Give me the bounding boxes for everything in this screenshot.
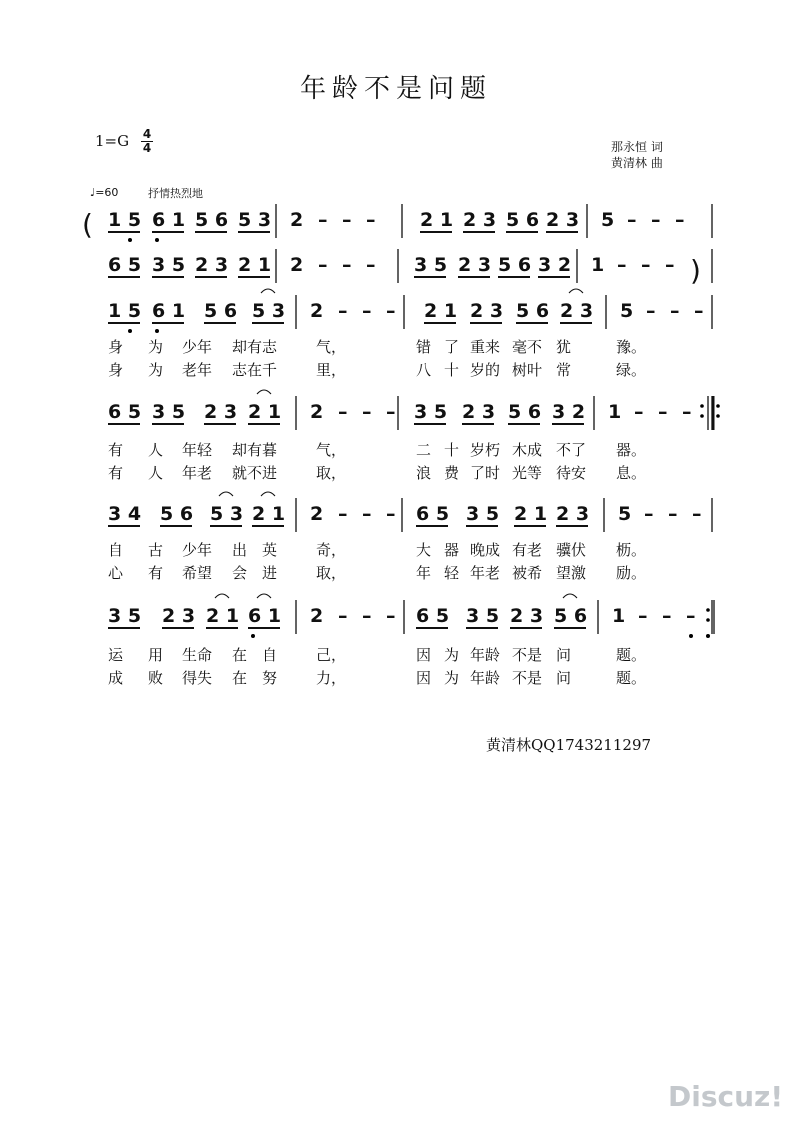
- sustain-dash: –: [362, 401, 372, 423]
- lyric-syllable: 有: [108, 441, 124, 459]
- lyric-syllable: 木成: [512, 441, 543, 459]
- sustain-dash: –: [342, 254, 352, 276]
- lyric-syllable: 绿。: [616, 361, 647, 379]
- note-group: 2 1: [248, 401, 282, 423]
- note-group: 2 3: [462, 401, 496, 423]
- intro-open-paren: (: [82, 208, 93, 241]
- expression-mark: 抒情热烈地: [148, 187, 203, 200]
- note-group: 2 3: [556, 503, 590, 525]
- slur: [563, 594, 577, 598]
- tempo-mark: ♩=60: [90, 186, 119, 199]
- lyric-syllable: 人: [148, 441, 164, 459]
- note-group: 5 6: [508, 401, 542, 423]
- sustain-dash: –: [634, 401, 644, 423]
- lyric-syllable: 被希: [512, 564, 543, 582]
- note-group: 2 3: [546, 209, 580, 231]
- lyric-syllable: 希望: [182, 564, 213, 582]
- slur: [261, 492, 275, 496]
- lyric-syllable: 年龄: [470, 646, 501, 664]
- lyric-syllable: 身: [108, 338, 124, 356]
- lyric-syllable: 待安: [556, 464, 587, 482]
- lyric-syllable: 不是: [512, 646, 543, 664]
- note-group: 5: [618, 503, 632, 525]
- sustain-dash: –: [668, 503, 678, 525]
- lyric-syllable: 少年: [182, 541, 213, 559]
- lyric-syllable: 因: [416, 669, 432, 687]
- lyric-syllable: 败: [148, 669, 164, 687]
- lyric-syllable: 了: [444, 338, 460, 356]
- note-group: 2: [310, 605, 324, 627]
- slur: [569, 289, 583, 293]
- lyric-syllable: 成: [108, 669, 124, 687]
- note-group: 5 6: [160, 503, 194, 525]
- note-group: 1: [608, 401, 622, 423]
- lyric-syllable: 题。: [616, 646, 647, 664]
- lyric-syllable: 问: [556, 646, 572, 664]
- repeat-dot: [706, 608, 710, 612]
- low-octave-dot: [706, 634, 710, 638]
- lyric-syllable: 取，: [316, 564, 347, 582]
- repeat-dot: [716, 404, 720, 408]
- sustain-dash: –: [318, 209, 328, 231]
- sustain-dash: –: [338, 401, 348, 423]
- lyric-syllable: 骥伏: [556, 541, 587, 559]
- note-group: 6 1: [248, 605, 282, 627]
- lyric-syllable: 为: [148, 361, 164, 379]
- note-group: 6 5: [108, 254, 142, 276]
- low-octave-dot: [155, 329, 159, 333]
- sustain-dash: –: [362, 300, 372, 322]
- note-group: 2 3: [510, 605, 544, 627]
- lyric-syllable: 心: [108, 564, 124, 582]
- slur: [257, 390, 271, 394]
- sustain-dash: –: [670, 300, 680, 322]
- lyric-syllable: 努: [262, 669, 278, 687]
- lyric-syllable: 费: [444, 464, 460, 482]
- slur: [215, 594, 229, 598]
- lyric-syllable: 在: [232, 646, 248, 664]
- lyric-syllable: 年龄: [470, 669, 501, 687]
- note-group: 6 1: [152, 300, 186, 322]
- lyric-syllable: 有老: [512, 541, 543, 559]
- note-group: 3 5: [466, 605, 500, 627]
- composer-credit: 黄清林 曲: [611, 156, 663, 170]
- note-group: 6 5: [416, 503, 450, 525]
- lyric-syllable: 岁的: [470, 361, 501, 379]
- lyric-syllable: 树叶: [512, 361, 543, 379]
- lyric-syllable: 有: [148, 564, 164, 582]
- note-group: 2 3: [470, 300, 504, 322]
- lyric-syllable: 奇，: [316, 541, 347, 559]
- note-group: 6 5: [416, 605, 450, 627]
- lyric-syllable: 八: [416, 361, 432, 379]
- lyric-syllable: 为: [444, 669, 460, 687]
- note-group: 5 3: [210, 503, 244, 525]
- note-group: 6 5: [108, 401, 142, 423]
- note-group: 3 2: [538, 254, 572, 276]
- lyric-syllable: 会: [232, 564, 248, 582]
- sustain-dash: –: [658, 401, 668, 423]
- repeat-dot: [706, 618, 710, 622]
- sustain-dash: –: [644, 503, 654, 525]
- sustain-dash: –: [686, 605, 696, 627]
- lyric-syllable: 自: [262, 646, 278, 664]
- lyric-syllable: 晚成: [470, 541, 501, 559]
- lyric-syllable: 轻: [444, 564, 460, 582]
- lyric-syllable: 年老: [182, 464, 213, 482]
- sustain-dash: –: [386, 605, 396, 627]
- lyric-syllable: 问: [556, 669, 572, 687]
- sustain-dash: –: [662, 605, 672, 627]
- lyric-syllable: 重来: [470, 338, 501, 356]
- lyric-syllable: 气，: [316, 441, 347, 459]
- lyric-syllable: 光等: [512, 464, 543, 482]
- lyric-syllable: 常: [556, 361, 572, 379]
- song-title: 年龄不是问题: [299, 74, 492, 104]
- note-group: 1 5: [108, 209, 142, 231]
- note-group: 2 1: [420, 209, 454, 231]
- note-group: 5 3: [252, 300, 286, 322]
- lyric-syllable: 取，: [316, 464, 347, 482]
- intro-close-paren: ): [690, 254, 701, 287]
- lyric-syllable: 得失: [182, 669, 213, 687]
- lyric-syllable: 在: [232, 669, 248, 687]
- sustain-dash: –: [651, 209, 661, 231]
- note-group: 3 5: [414, 254, 448, 276]
- note-group: 5 6: [195, 209, 229, 231]
- note-group: 5 6: [554, 605, 588, 627]
- sustain-dash: –: [617, 254, 627, 276]
- sustain-dash: –: [646, 300, 656, 322]
- sustain-dash: –: [318, 254, 328, 276]
- sustain-dash: –: [386, 300, 396, 322]
- lyric-syllable: 力，: [316, 669, 347, 687]
- lyric-syllable: 老年: [182, 361, 213, 379]
- slur: [257, 594, 271, 598]
- lyric-syllable: 生命: [182, 646, 213, 664]
- sustain-dash: –: [342, 209, 352, 231]
- note-group: 5 6: [506, 209, 540, 231]
- lyric-syllable: 志在: [232, 361, 263, 379]
- slur: [261, 289, 275, 293]
- note-group: 5 3: [238, 209, 272, 231]
- time-signature-top: 4: [142, 127, 152, 141]
- note-group: 6 1: [152, 209, 186, 231]
- sustain-dash: –: [338, 503, 348, 525]
- lyric-syllable: 题。: [616, 669, 647, 687]
- note-group: 5 6: [498, 254, 532, 276]
- lyric-syllable: 不是: [512, 669, 543, 687]
- note-group: 2 1: [424, 300, 458, 322]
- note-group: 2 1: [252, 503, 286, 525]
- note-group: 2 3: [204, 401, 238, 423]
- lyric-syllable: 错: [416, 338, 432, 356]
- lyricist-credit: 那永恒 词: [611, 140, 663, 154]
- note-group: 5: [620, 300, 634, 322]
- sustain-dash: –: [362, 605, 372, 627]
- sustain-dash: –: [366, 209, 376, 231]
- note-group: 5 6: [204, 300, 238, 322]
- lyric-syllable: 励。: [616, 564, 647, 582]
- lyric-syllable: 己，: [316, 646, 347, 664]
- note-group: 2: [290, 209, 304, 231]
- lyric-syllable: 有: [108, 464, 124, 482]
- lyric-syllable: 十: [444, 361, 460, 379]
- lyric-syllable: 年: [416, 564, 432, 582]
- sustain-dash: –: [627, 209, 637, 231]
- note-group: 3 5: [108, 605, 142, 627]
- note-group: 2 1: [238, 254, 272, 276]
- lyric-syllable: 却有: [232, 338, 263, 356]
- sustain-dash: –: [386, 401, 396, 423]
- sustain-dash: –: [338, 300, 348, 322]
- sustain-dash: –: [366, 254, 376, 276]
- lyric-syllable: 大: [416, 541, 432, 559]
- lyric-syllable: 器。: [616, 441, 647, 459]
- note-group: 2 3: [458, 254, 492, 276]
- lyric-syllable: 自: [108, 541, 124, 559]
- lyric-syllable: 进: [262, 464, 278, 482]
- note-group: 1 5: [108, 300, 142, 322]
- lyric-syllable: 息。: [616, 464, 647, 482]
- sustain-dash: –: [641, 254, 651, 276]
- note-group: 2 3: [463, 209, 497, 231]
- note-group: 3 5: [152, 401, 186, 423]
- lyric-syllable: 身: [108, 361, 124, 379]
- lyric-syllable: 人: [148, 464, 164, 482]
- low-octave-dot: [689, 634, 693, 638]
- sustain-dash: –: [682, 401, 692, 423]
- note-group: 2 3: [560, 300, 594, 322]
- time-signature-bottom: 4: [142, 141, 152, 155]
- sustain-dash: –: [665, 254, 675, 276]
- note-group: 2 1: [206, 605, 240, 627]
- lyric-syllable: 暮: [262, 441, 278, 459]
- lyric-syllable: 古: [148, 541, 164, 559]
- note-group: 2: [310, 503, 324, 525]
- lyric-syllable: 豫。: [616, 338, 647, 356]
- lyric-syllable: 出: [232, 541, 248, 559]
- sustain-dash: –: [362, 503, 372, 525]
- watermark: Discuz!: [668, 1080, 784, 1113]
- lyric-syllable: 枥。: [616, 541, 647, 559]
- lyric-syllable: 里，: [316, 361, 347, 379]
- note-group: 3 4: [108, 503, 142, 525]
- lyric-syllable: 气，: [316, 338, 347, 356]
- lyric-syllable: 浪: [416, 464, 432, 482]
- note-group: 5 6: [516, 300, 550, 322]
- lyric-syllable: 志: [262, 338, 278, 356]
- key-signature: 1=G: [95, 132, 130, 150]
- lyric-syllable: 十: [444, 441, 460, 459]
- note-group: 3 5: [414, 401, 448, 423]
- lyric-syllable: 不了: [556, 441, 587, 459]
- lyric-syllable: 二: [416, 441, 432, 459]
- sustain-dash: –: [338, 605, 348, 627]
- repeat-dot: [716, 414, 720, 418]
- lyric-syllable: 千: [262, 361, 278, 379]
- note-group: 5: [601, 209, 615, 231]
- low-octave-dot: [155, 238, 159, 242]
- repeat-dot: [700, 414, 704, 418]
- note-group: 1: [612, 605, 626, 627]
- lyric-syllable: 用: [148, 646, 164, 664]
- lyric-syllable: 为: [444, 646, 460, 664]
- lyric-syllable: 年老: [470, 564, 501, 582]
- lyric-syllable: 毫不: [512, 338, 543, 356]
- low-octave-dot: [128, 238, 132, 242]
- note-group: 2: [290, 254, 304, 276]
- slur: [219, 492, 233, 496]
- note-group: 2 1: [514, 503, 548, 525]
- note-group: 3 5: [466, 503, 500, 525]
- sustain-dash: –: [692, 503, 702, 525]
- note-group: 1: [591, 254, 605, 276]
- note-group: 2 3: [195, 254, 229, 276]
- lyric-syllable: 少年: [182, 338, 213, 356]
- note-group: 2 3: [162, 605, 196, 627]
- lyric-syllable: 运: [108, 646, 124, 664]
- lyric-syllable: 就不: [232, 464, 263, 482]
- lyric-syllable: 犹: [556, 338, 572, 356]
- sustain-dash: –: [638, 605, 648, 627]
- sustain-dash: –: [694, 300, 704, 322]
- note-group: 2: [310, 300, 324, 322]
- note-group: 2: [310, 401, 324, 423]
- lyric-syllable: 年轻: [182, 441, 213, 459]
- lyric-syllable: 了时: [470, 464, 501, 482]
- lyric-syllable: 英: [262, 541, 278, 559]
- note-group: 3 5: [152, 254, 186, 276]
- author-contact: 黄清林QQ1743211297: [486, 736, 652, 754]
- lyric-syllable: 望激: [556, 564, 587, 582]
- sustain-dash: –: [675, 209, 685, 231]
- sustain-dash: –: [386, 503, 396, 525]
- lyric-syllable: 器: [444, 541, 460, 559]
- note-group: 3 2: [552, 401, 586, 423]
- lyric-syllable: 因: [416, 646, 432, 664]
- lyric-syllable: 进: [262, 564, 278, 582]
- lyric-syllable: 却有: [232, 441, 263, 459]
- lyric-syllable: 为: [148, 338, 164, 356]
- repeat-dot: [700, 404, 704, 408]
- low-octave-dot: [251, 634, 255, 638]
- lyric-syllable: 岁朽: [470, 441, 501, 459]
- low-octave-dot: [128, 329, 132, 333]
